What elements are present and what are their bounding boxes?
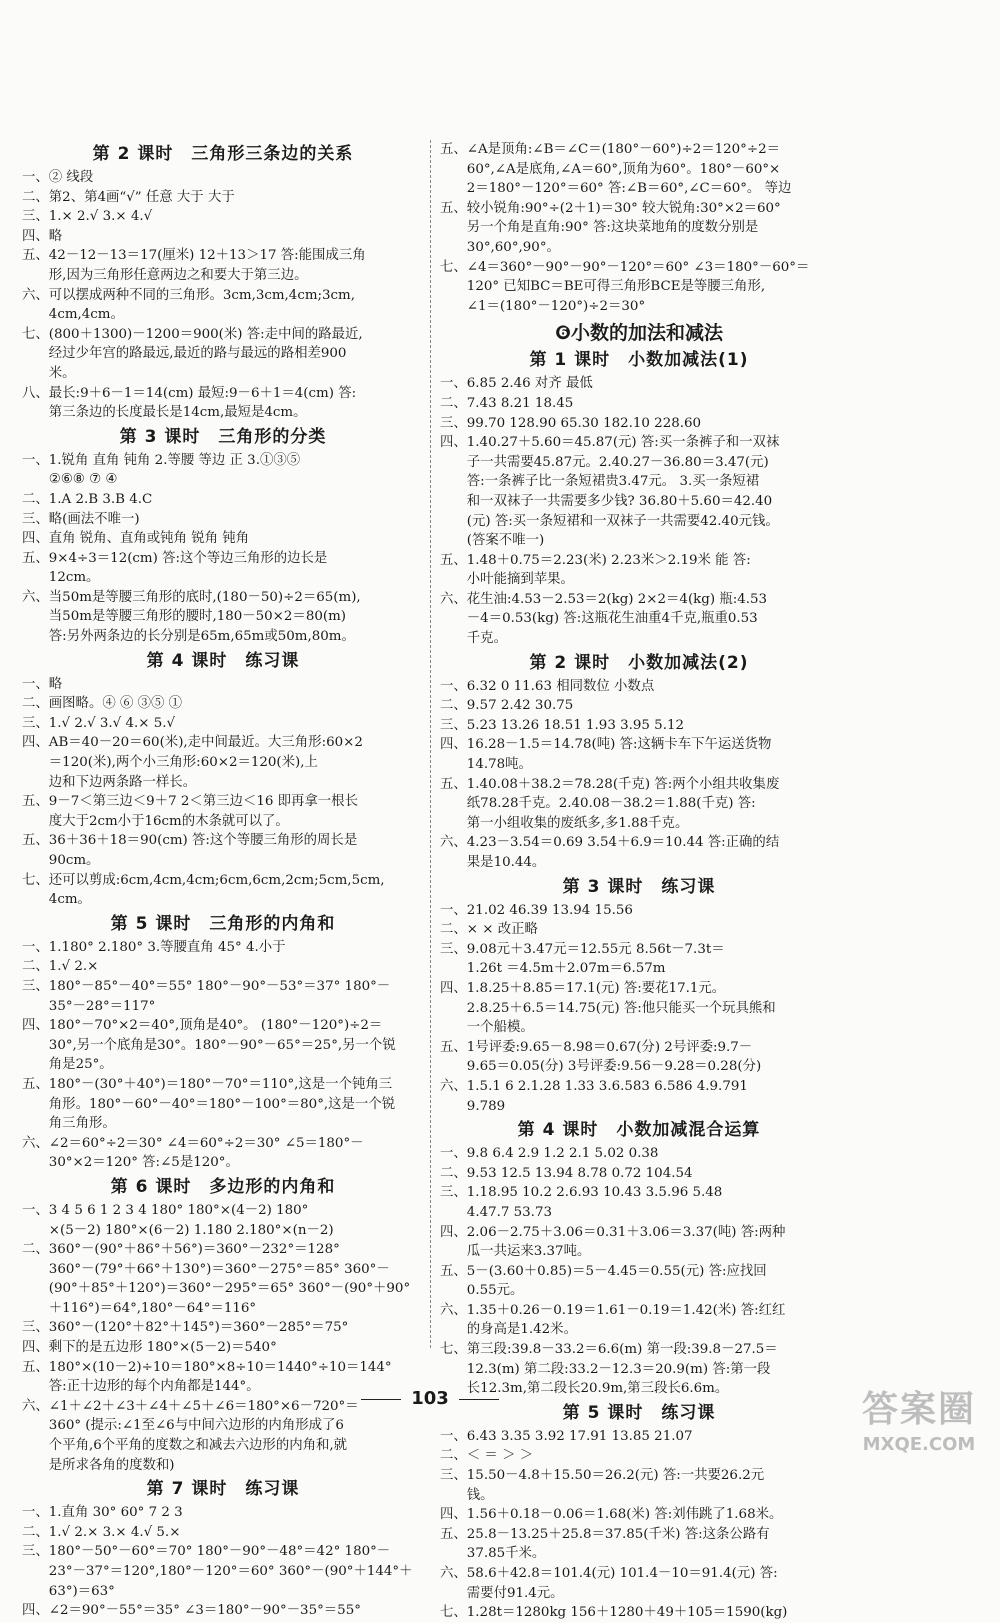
page-number-rule-right [459,1399,499,1400]
answer-line-continuation: 边和下边两条路一样长。 [48,774,197,790]
page-number [0,1388,860,1409]
answer-line-continuation: 子一共需要45.87元。2.40.27－36.80＝3.47(元) [466,454,769,470]
answer-line-continuation: 4.47.7 53.73 [466,1204,552,1220]
answer-line: 六、可以摆成两种不同的三角形。3cm,3cm,4cm;3cm, [22,287,356,303]
lesson-title: 第 1 课时 小数加减法(1) [529,350,749,371]
answer-line-continuation: 360° (提示:∠1至∠6与中间六边形的内角形成了6 [48,1418,344,1434]
answer-line: 一、1.锐角 直角 钝角 2.等腰 等边 正 3.①③⑤ [22,452,301,468]
answer-line: 五、25.8－13.25＋25.8＝37.85(千米) 答:这条公路有 [440,1526,770,1542]
answer-line-continuation: 一个船模。 [466,1020,534,1036]
answer-line: 五、9－7＜第三边＜9＋7 2＜第三边＜16 即再拿一根长 [22,794,358,810]
answer-line: 三、1.× 2.√ 3.× 4.√ [22,209,153,225]
answer-line-continuation: 第三条边的长度最长是14cm,最短是4cm。 [48,405,307,421]
answer-line: 二、1.√ 2.× 3.× 4.√ 5.× [22,1524,181,1540]
answer-line-continuation: 37.85千米。 [466,1546,546,1562]
answer-line: 六、1.5.1 6 2.1.28 1.33 3.6.583 6.586 4.9.791 [440,1078,748,1094]
answer-line: 八、最长:9＋6－1＝14(cm) 最短:9－6＋1＝4(cm) 答: [22,385,357,401]
answer-line-continuation: 瓜一共运来3.37吨。 [466,1244,591,1260]
page-number-rule-left [361,1399,401,1400]
answer-line: 二、1.√ 2.× [22,959,99,975]
answer-line-continuation: 角三角形。 [48,1116,116,1132]
answer-line-continuation: 4cm。 [48,892,91,908]
answer-line: 三、360°－(120°＋82°＋145°)＝360°－285°＝75° [22,1320,349,1336]
answer-line-continuation: 经过少年宫的路最远,最近的路与最远的路相差900 [48,346,347,362]
answer-line: 六、∠1＋∠2＋∠3＋∠4＋∠5＋∠6＝180°×6－720°＝ [22,1398,359,1414]
answer-line: 六、1.35＋0.26－0.19＝1.61－0.19＝1.42(米) 答:红红 [440,1302,786,1318]
page-number-text: 103 [411,1388,449,1409]
answer-line: 六、当50m是等腰三角形的底时,(180－50)÷2＝65(m), [22,589,361,605]
answer-line: 四、∠2＝90°－55°＝35° ∠3＝180°－90°－35°＝55° [22,1603,361,1619]
answer-line: 三、99.70 128.90 65.30 182.10 228.60 [440,415,702,431]
answer-line-continuation: (90°＋85°＋120°)＝360°－295°＝65° 360°－(90°＋90° [48,1281,411,1297]
lesson-title: 第 2 课时 三角形三条边的关系 [92,144,354,164]
answer-line-continuation: 和一双袜子一共需要多少钱? 36.80＋5.60＝42.40 [466,493,773,509]
answer-line-continuation: 30°×2＝120° 答:∠5是120°。 [48,1155,239,1171]
answer-line: 三、5.23 13.26 18.51 1.93 3.95 5.12 [440,717,684,733]
answer-line: 四、16.28－1.5＝14.78(吨) 答:这辆卡车下午运送货物 [440,737,772,753]
answer-line: 四、1.40.27＋5.60＝45.87(元) 答:买一条裤子和一双袜 [440,435,780,451]
answer-line: 一、② 线段 [22,170,94,185]
answer-line-continuation: 米。 [48,365,76,381]
answer-line-continuation: 1.26t ＝4.5m＋2.07m＝6.57m [466,961,666,977]
answer-line: 七、还可以剪成:6cm,4cm,4cm;6cm,6cm,2cm;5cm,5cm, [22,872,385,888]
answer-line-continuation: ∠1＝(180°－120°)÷2＝30° [466,298,646,314]
answer-line: 四、剩下的是五边形 180°×(5－2)＝540° [22,1340,277,1356]
answer-line-continuation: 9.789 [466,1098,506,1114]
answer-line: 一、1.180° 2.180° 3.等腰直角 45° 4.小于 [22,939,286,955]
answer-line-continuation: 30°,另一个底角是30°。180°－90°－65°＝25°,另一个锐 [48,1037,396,1053]
answer-line-continuation: 个平角,6个平角的度数之和减去六边形的内角和,就 [48,1438,348,1454]
answer-line-continuation: 0.55元。 [466,1283,524,1299]
answer-line-continuation: 12cm。 [48,570,100,586]
answer-line: 五、180°－(30°＋40°)＝180°－70°＝110°,这是一个钝角三 [22,1076,393,1092]
answer-line: 五、42－12－13＝17(厘米) 12＋13＞17 答:能围成三角 [22,248,366,264]
answer-line: 五、36＋36＋18＝90(cm) 答:这个等腰三角形的周长是 [22,833,358,849]
answer-line: 四、1.56＋0.18－0.06＝1.68(米) 答:刘伟跳了1.68米。 [440,1507,783,1523]
unit-title: ❻小数的加法和减法 [554,322,724,345]
answer-line: 六、4.23－3.54＝0.69 3.54＋6.9＝10.44 答:正确的结 [440,835,780,851]
lesson-title: 第 3 课时 练习课 [562,876,716,897]
answer-line-continuation: 12.3(m) 第二段:33.2－12.3＝20.9(m) 答:第一段 [466,1361,771,1377]
answer-line: 四、180°－70°×2＝40°,顶角是40°。 (180°－120°)÷2＝ [22,1018,383,1034]
answer-line: 五、较小锐角:90°÷(2＋1)＝30° 较大锐角:30°×2＝60° [440,200,781,216]
answer-line: 一、6.85 2.46 对齐 最低 [440,376,593,392]
answer-line-continuation: 另一个角是直角:90° 答:这块菜地角的度数分别是 [466,220,759,236]
lesson-title: 第 3 课时 三角形的分类 [119,426,327,447]
answer-line: 四、直角 锐角、直角或钝角 锐角 钝角 [22,531,250,547]
answer-line: 三、180°－85°－40°＝55° 180°－90°－53°＝37° 180°－ [22,978,391,994]
lesson-title: 第 5 课时 三角形的内角和 [110,913,336,934]
answer-line-continuation: 千克。 [466,631,507,647]
answer-line: 二、＜ ＝ ＞ ＞ [440,1448,534,1464]
answer-line: 二、1.A 2.B 3.B 4.C [22,491,153,507]
answer-line-continuation: 度大于2cm小于16cm的木条就可以了。 [48,813,289,829]
answer-line: 四、1.8.25＋8.85＝17.1(元) 答:要花17.1元。 [440,980,726,996]
answer-line-continuation: 果是10.44。 [466,855,546,870]
lesson-title: 第 2 课时 小数加减法(2) [529,652,749,673]
answer-line-continuation: 9.65＝0.05(分) 3号评委:9.56－9.28＝0.28(分) [466,1059,762,1075]
answer-line: 四、AB＝40－20＝60(米),走中间最近。大三角形:60×2 [22,735,363,751]
answer-line-continuation: 小叶能摘到苹果。 [466,572,574,588]
answer-line-continuation: 形,因为三角形任意两边之和要大于第三边。 [48,267,308,283]
watermark-logo [844,1387,994,1467]
answer-line: 一、6.32 0 11.63 相同数位 小数点 [440,678,655,694]
answer-line: 七、1.28t＝1280kg 156＋1280＋49＋105＝1590(kg) [440,1605,788,1621]
answer-line: 一、6.43 3.35 3.92 17.91 13.85 21.07 [440,1428,693,1444]
answer-line-continuation: 答:正十边形的每个内角都是144°。 [48,1379,260,1395]
answer-line: 四、2.06－2.75＋3.06＝0.31＋3.06＝3.37(吨) 答:两种 [440,1224,786,1240]
answer-line: 三、1.√ 2.√ 3.√ 4.× 5.√ [22,715,176,731]
lesson-title: 第 7 课时 练习课 [146,1479,300,1500]
answer-line: 三、180°－50°－60°＝70° 180°－90°－48°＝42° 180°－ [22,1544,391,1560]
lesson-title: 第 4 课时 小数加减混合运算 [517,1120,761,1141]
answer-line: 四、略 [22,228,63,244]
answer-line: 五、9×4÷3＝12(cm) 答:这个等边三角形的边长是 [22,550,328,566]
answer-line-continuation: 360°－(79°＋66°＋130°)＝360°－275°＝85° 360°－ [48,1261,390,1277]
answer-line: 五、180°×(10－2)÷10＝180°×8÷10＝1440°÷10＝144° [22,1359,392,1375]
answer-line-continuation: 答:另外两条边的长分别是65m,65m或50m,80m。 [48,629,355,645]
answer-line-continuation: 60°,∠A是底角,∠A＝60°,顶角为60°。180°－60°× [466,161,781,177]
answer-line: 二、9.57 2.42 30.75 [440,698,574,714]
answer-line-continuation: 第一小组收集的废纸多,多1.88千克。 [466,815,689,831]
answer-line: 五、1.48＋0.75＝2.23(米) 2.23米＞2.19米 能 答: [440,552,751,568]
answer-line: 七、∠4＝360°－90°－90°－120°＝60° ∠3＝180°－60°＝ [440,259,810,275]
answer-line-continuation: 120° 已知BC＝BE可得三角形BCE是等腰三角形, [466,279,766,295]
answer-line: 七、第三段:39.8－33.2＝6.6(m) 第一段:39.8－27.5＝ [440,1342,778,1358]
answer-line-continuation: 4cm,4cm。 [48,307,124,323]
answer-line-continuation: 90cm。 [48,853,100,868]
lesson-title: 第 5 课时 练习课 [562,1402,716,1423]
answer-line-continuation: 角是25°。 [48,1057,113,1073]
answer-line-continuation: 是所求各角的度数和) [48,1457,175,1473]
lesson-title: 第 6 课时 多边形的内角和 [110,1176,336,1197]
answer-line: 六、∠2＝60°÷2＝30° ∠4＝60°÷2＝30° ∠5＝180°－ [22,1135,364,1151]
answer-line: 三、9.08元＋3.47元＝12.55元 8.56t－7.3t＝ [440,941,725,957]
watermark-logo-text: 答案圈 [861,1389,976,1430]
answer-line: 二、7.43 8.21 18.45 [440,395,574,411]
answer-line-continuation: 63°)＝63° [48,1583,115,1599]
answer-line: 一、9.8 6.4 2.9 1.2 2.1 5.02 0.38 [440,1146,659,1162]
answer-line-continuation: 35°－28°＝117° [48,998,156,1014]
answer-line: 二、第2、第4画“√” 任意 大于 大于 [22,189,235,205]
answer-line-continuation: 23°－37°＝120°,180°－120°＝60° 360°－(90°＋144°＋ [48,1564,413,1579]
answer-line-continuation: 角形。180°－60°－40°＝180°－100°＝80°,这是一个锐 [48,1096,396,1112]
answer-line-continuation: 当50m是等腰三角形的腰时,180－50×2＝80(m) [48,609,346,625]
answer-line-continuation: (答案不唯一) [466,533,545,549]
watermark-url: MXQE.COM [862,1434,976,1455]
answer-line: 一、21.02 46.39 13.94 15.56 [440,902,633,918]
answer-line-continuation: 答:一条裤子比一条短裙贵3.47元。 3.买一条短裙 [466,474,760,490]
answer-line-continuation: 长12.3m,第二段长20.9m,第三段长6.6m。 [466,1381,729,1397]
answer-line-continuation: 需要付91.4元。 [466,1585,564,1601]
answer-line-continuation: 纸78.28千克。2.40.08－38.2＝1.88(千克) 答: [466,796,756,812]
answer-line: 二、360°－(90°＋86°＋56°)＝360°－232°＝128° [22,1242,340,1258]
answer-line: 六、58.6＋42.8＝101.4(元) 101.4－10＝91.4(元) 答: [440,1566,778,1581]
answer-line: 五、1号评委:9.65－8.98＝0.67(分) 2号评委:9.7－ [440,1039,753,1055]
lesson-title: 第 4 课时 练习课 [146,650,300,671]
answer-line: 三、1.18.95 10.2 2.6.93 10.43 3.5.96 5.48 [440,1185,723,1201]
answer-line-continuation: 14.78吨。 [466,757,532,773]
answer-line: 三、略(画法不唯一) [22,511,140,527]
answer-line: 六、花生油:4.53－2.53＝2(kg) 2×2＝4(kg) 瓶:4.53 [440,591,768,607]
answer-line: 三、15.50－4.8＋15.50＝26.2(元) 答:一共要26.2元 [440,1468,765,1484]
answer-line: 七、(800＋1300)－1200＝900(米) 答:走中间的路最近, [22,326,363,342]
answer-line-continuation: (元) 答:买一条短裙和一双袜子一共需要42.40元钱。 [466,513,779,529]
column-divider [430,140,432,1348]
answer-line: 二、× × 改正略 [440,922,538,938]
answer-line-continuation: ②⑥⑧ ⑦ ④ [48,472,118,488]
answer-line: 五、5－(3.60＋0.85)＝5－4.45＝0.55(元) 答:应找回 [440,1263,767,1279]
answer-line-continuation: －4＝0.53(kg) 答:这瓶花生油重4千克,瓶重0.53 [466,611,758,627]
answer-line-continuation: ＋116°)＝64°,180°－64°＝116° [48,1300,257,1316]
answer-line-continuation: ×(5－2) 180°×(6－2) 1.180 2.180°×(n－2) [48,1222,334,1238]
answer-line: 一、略 [22,676,63,692]
answer-line: 一、3 4 5 6 1 2 3 4 180° 180°×(4－2) 180° [22,1202,309,1218]
answer-line-continuation: 30°,60°,90°。 [466,239,560,255]
answer-line-continuation: 钱。 [466,1487,494,1503]
answer-line: 二、9.53 12.5 13.94 8.78 0.72 104.54 [440,1165,693,1181]
answer-line: 五、∠A是顶角:∠B＝∠C＝(180°－60°)÷2＝120°÷2＝ [440,142,781,157]
answer-line: 二、画图略。④ ⑥ ③⑤ ① [22,696,183,712]
answer-line: 五、1.40.08＋38.2＝78.28(千克) 答:两个小组共收集废 [440,776,780,792]
answer-line-continuation: 的身高是1.42米。 [466,1322,577,1338]
answer-line: 一、1.直角 30° 60° 7 2 3 [22,1505,183,1521]
answer-line-continuation: 2.8.25＋6.5＝14.75(元) 答:他只能买一个玩具熊和 [466,1000,776,1016]
answer-line-continuation: 2＝180°－120°＝60° 答:∠B＝60°,∠C＝60°。 等边 [466,181,792,197]
answer-line-continuation: ＝120(米),两个小三角形:60×2＝120(米),上 [48,755,318,771]
